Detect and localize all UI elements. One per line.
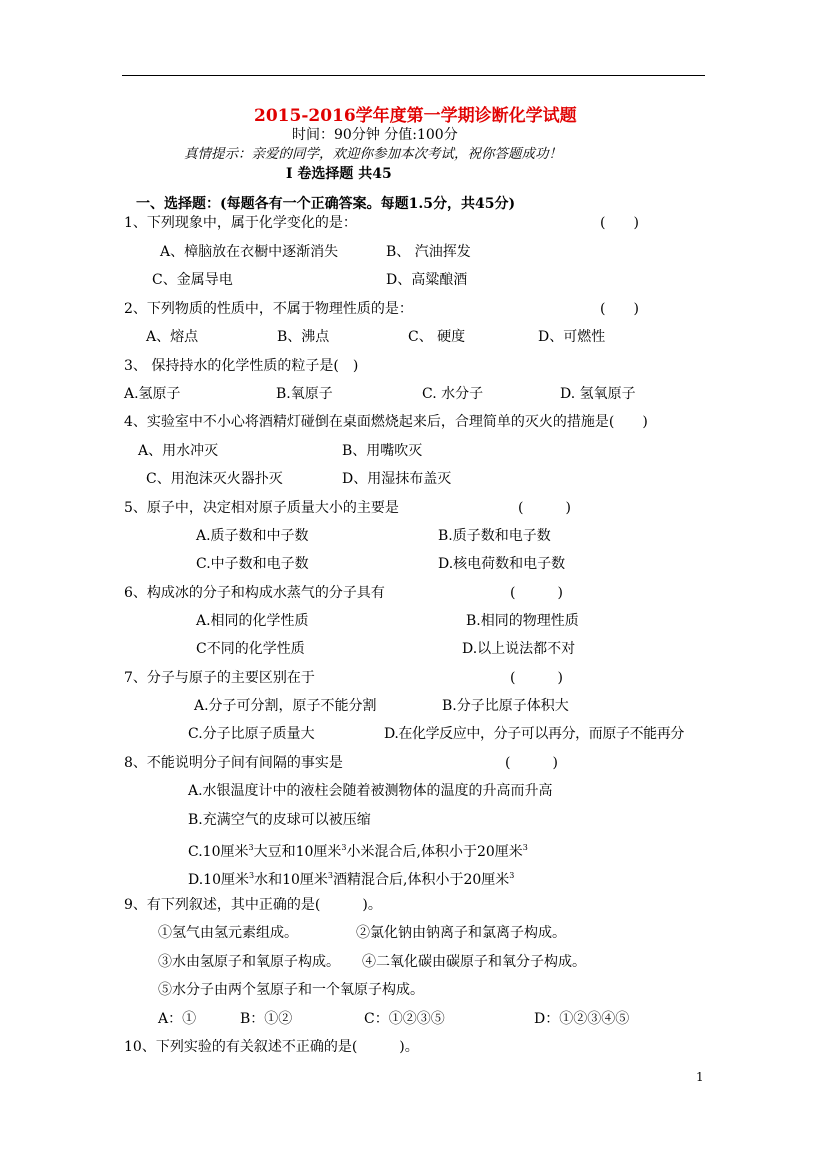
option-a: A、熔点 bbox=[146, 329, 199, 345]
question-stem: 7、分子与原子的主要区别在于 bbox=[124, 670, 315, 686]
option-d: D、可燃性 bbox=[538, 329, 606, 345]
time-score-line: 时间：90分钟 分值:100分 bbox=[292, 127, 458, 143]
option-c: C.分子比原子质量大 bbox=[188, 726, 315, 742]
volume-heading: Ⅰ 卷选择题 共45 bbox=[286, 166, 392, 182]
statement-5: ⑤水分子由两个氢原子和一个氧原子构成。 bbox=[158, 982, 424, 998]
option-b: B、用嘴吹灭 bbox=[342, 443, 423, 459]
option-d: D、高粱酿酒 bbox=[386, 272, 468, 288]
option-d-part: 酒精混合后,体积小于20厘米 bbox=[333, 872, 510, 888]
page-title: 2015-2016学年度第一学期诊断化学试题 bbox=[254, 106, 577, 126]
question-stem: 5、原子中，决定相对原子质量大小的主要是 bbox=[124, 500, 399, 516]
question-stem: 10、下列实验的有关叙述不正确的是( )。 bbox=[124, 1039, 419, 1055]
option-d: D：①②③④⑤ bbox=[534, 1011, 630, 1027]
option-b: B、沸点 bbox=[277, 329, 330, 345]
question-stem: 1、下列现象中，属于化学变化的是： bbox=[124, 215, 357, 231]
option-d: D.以上说法都不对 bbox=[462, 641, 576, 657]
statement-2: ②氯化钠由钠离子和氯离子构成。 bbox=[356, 925, 566, 941]
option-c: C.中子数和电子数 bbox=[196, 556, 309, 572]
option-b: B.相同的物理性质 bbox=[466, 613, 579, 629]
option-d: D. 氢氧原子 bbox=[560, 386, 636, 402]
superscript-cube: 3 bbox=[248, 843, 254, 852]
option-c: C、金属导电 bbox=[152, 272, 233, 288]
option-b: B：①② bbox=[240, 1011, 293, 1027]
page-number: 1 bbox=[696, 1070, 704, 1084]
question-stem: 4、实验室中不小心将酒精灯碰倒在桌面燃烧起来后，合理简单的灭火的措施是( ) bbox=[124, 414, 648, 430]
answer-paren: ( ) bbox=[510, 585, 563, 601]
question-stem: 2、下列物质的性质中，不属于物理性质的是： bbox=[124, 301, 413, 317]
statement-1: ①氢气由氢元素组成。 bbox=[158, 925, 298, 941]
superscript-cube: 3 bbox=[341, 843, 347, 852]
question-stem: 8、不能说明分子间有间隔的事实是 bbox=[124, 755, 343, 771]
question-stem: 9、有下列叙述，其中正确的是( )。 bbox=[124, 897, 382, 913]
section-heading: 一、选择题：(每题各有一个正确答案。每题1.5分，共45分) bbox=[136, 196, 516, 212]
option-c-part: C.10厘米 bbox=[188, 844, 249, 860]
option-a: A：① bbox=[158, 1011, 197, 1027]
option-a: A.质子数和中子数 bbox=[196, 528, 309, 544]
option-c: C不同的化学性质 bbox=[196, 641, 305, 657]
answer-paren: ( ) bbox=[510, 670, 563, 686]
option-b: B.分子比原子体积大 bbox=[442, 698, 569, 714]
answer-paren: ( ) bbox=[518, 500, 571, 516]
answer-paren: ( ) bbox=[600, 301, 639, 317]
statement-4: ④二氧化碳由碳原子和氧分子构成。 bbox=[362, 954, 586, 970]
question-stem: 3、 保持持水的化学性质的粒子是( ) bbox=[124, 358, 359, 374]
option-c-part: 大豆和10厘米 bbox=[253, 844, 342, 860]
option-d: D、用湿抹布盖灭 bbox=[342, 471, 452, 487]
option-c: C、 硬度 bbox=[408, 329, 466, 345]
superscript-cube: 3 bbox=[522, 843, 528, 852]
header-rule bbox=[122, 75, 705, 76]
option-c bbox=[188, 839, 528, 861]
option-a: A.相同的化学性质 bbox=[196, 613, 309, 629]
exam-tip: 真情提示：亲爱的同学，欢迎你参加本次考试，祝你答题成功！ bbox=[184, 146, 562, 162]
question-stem: 6、构成冰的分子和构成水蒸气的分子具有 bbox=[124, 585, 385, 601]
option-c: C、用泡沫灭火器扑灭 bbox=[146, 471, 283, 487]
option-c-part: 小米混合后,体积小于20厘米 bbox=[346, 844, 523, 860]
option-c: C：①②③⑤ bbox=[364, 1011, 445, 1027]
option-a: A.水银温度计中的液柱会随着被测物体的温度的升高而升高 bbox=[188, 783, 553, 799]
option-a: A.分子可分割，原子不能分割 bbox=[194, 698, 377, 714]
superscript-cube: 3 bbox=[249, 871, 255, 880]
option-a: A、樟脑放在衣橱中逐渐消失 bbox=[160, 244, 339, 260]
option-b: B.充满空气的皮球可以被压缩 bbox=[188, 812, 371, 828]
option-b: B.质子数和电子数 bbox=[438, 528, 551, 544]
option-d: D.在化学反应中，分子可以再分，而原子不能再分 bbox=[384, 726, 684, 742]
superscript-cube: 3 bbox=[327, 871, 334, 880]
option-d-part: D.10厘米 bbox=[188, 872, 249, 888]
option-d-part: 水和10厘米 bbox=[254, 872, 328, 888]
superscript-cube: 3 bbox=[509, 871, 515, 880]
answer-paren: ( ) bbox=[505, 755, 558, 771]
answer-paren: ( ) bbox=[600, 215, 639, 231]
option-a: A.氢原子 bbox=[124, 386, 181, 402]
option-d bbox=[188, 867, 514, 889]
option-a: A、用水冲灭 bbox=[138, 443, 219, 459]
statement-3: ③水由氢原子和氧原子构成。 bbox=[158, 954, 340, 970]
option-b: B.氧原子 bbox=[276, 386, 333, 402]
option-c: C. 水分子 bbox=[422, 386, 484, 402]
option-d: D.核电荷数和电子数 bbox=[438, 556, 566, 572]
option-b: B、 汽油挥发 bbox=[386, 244, 471, 260]
